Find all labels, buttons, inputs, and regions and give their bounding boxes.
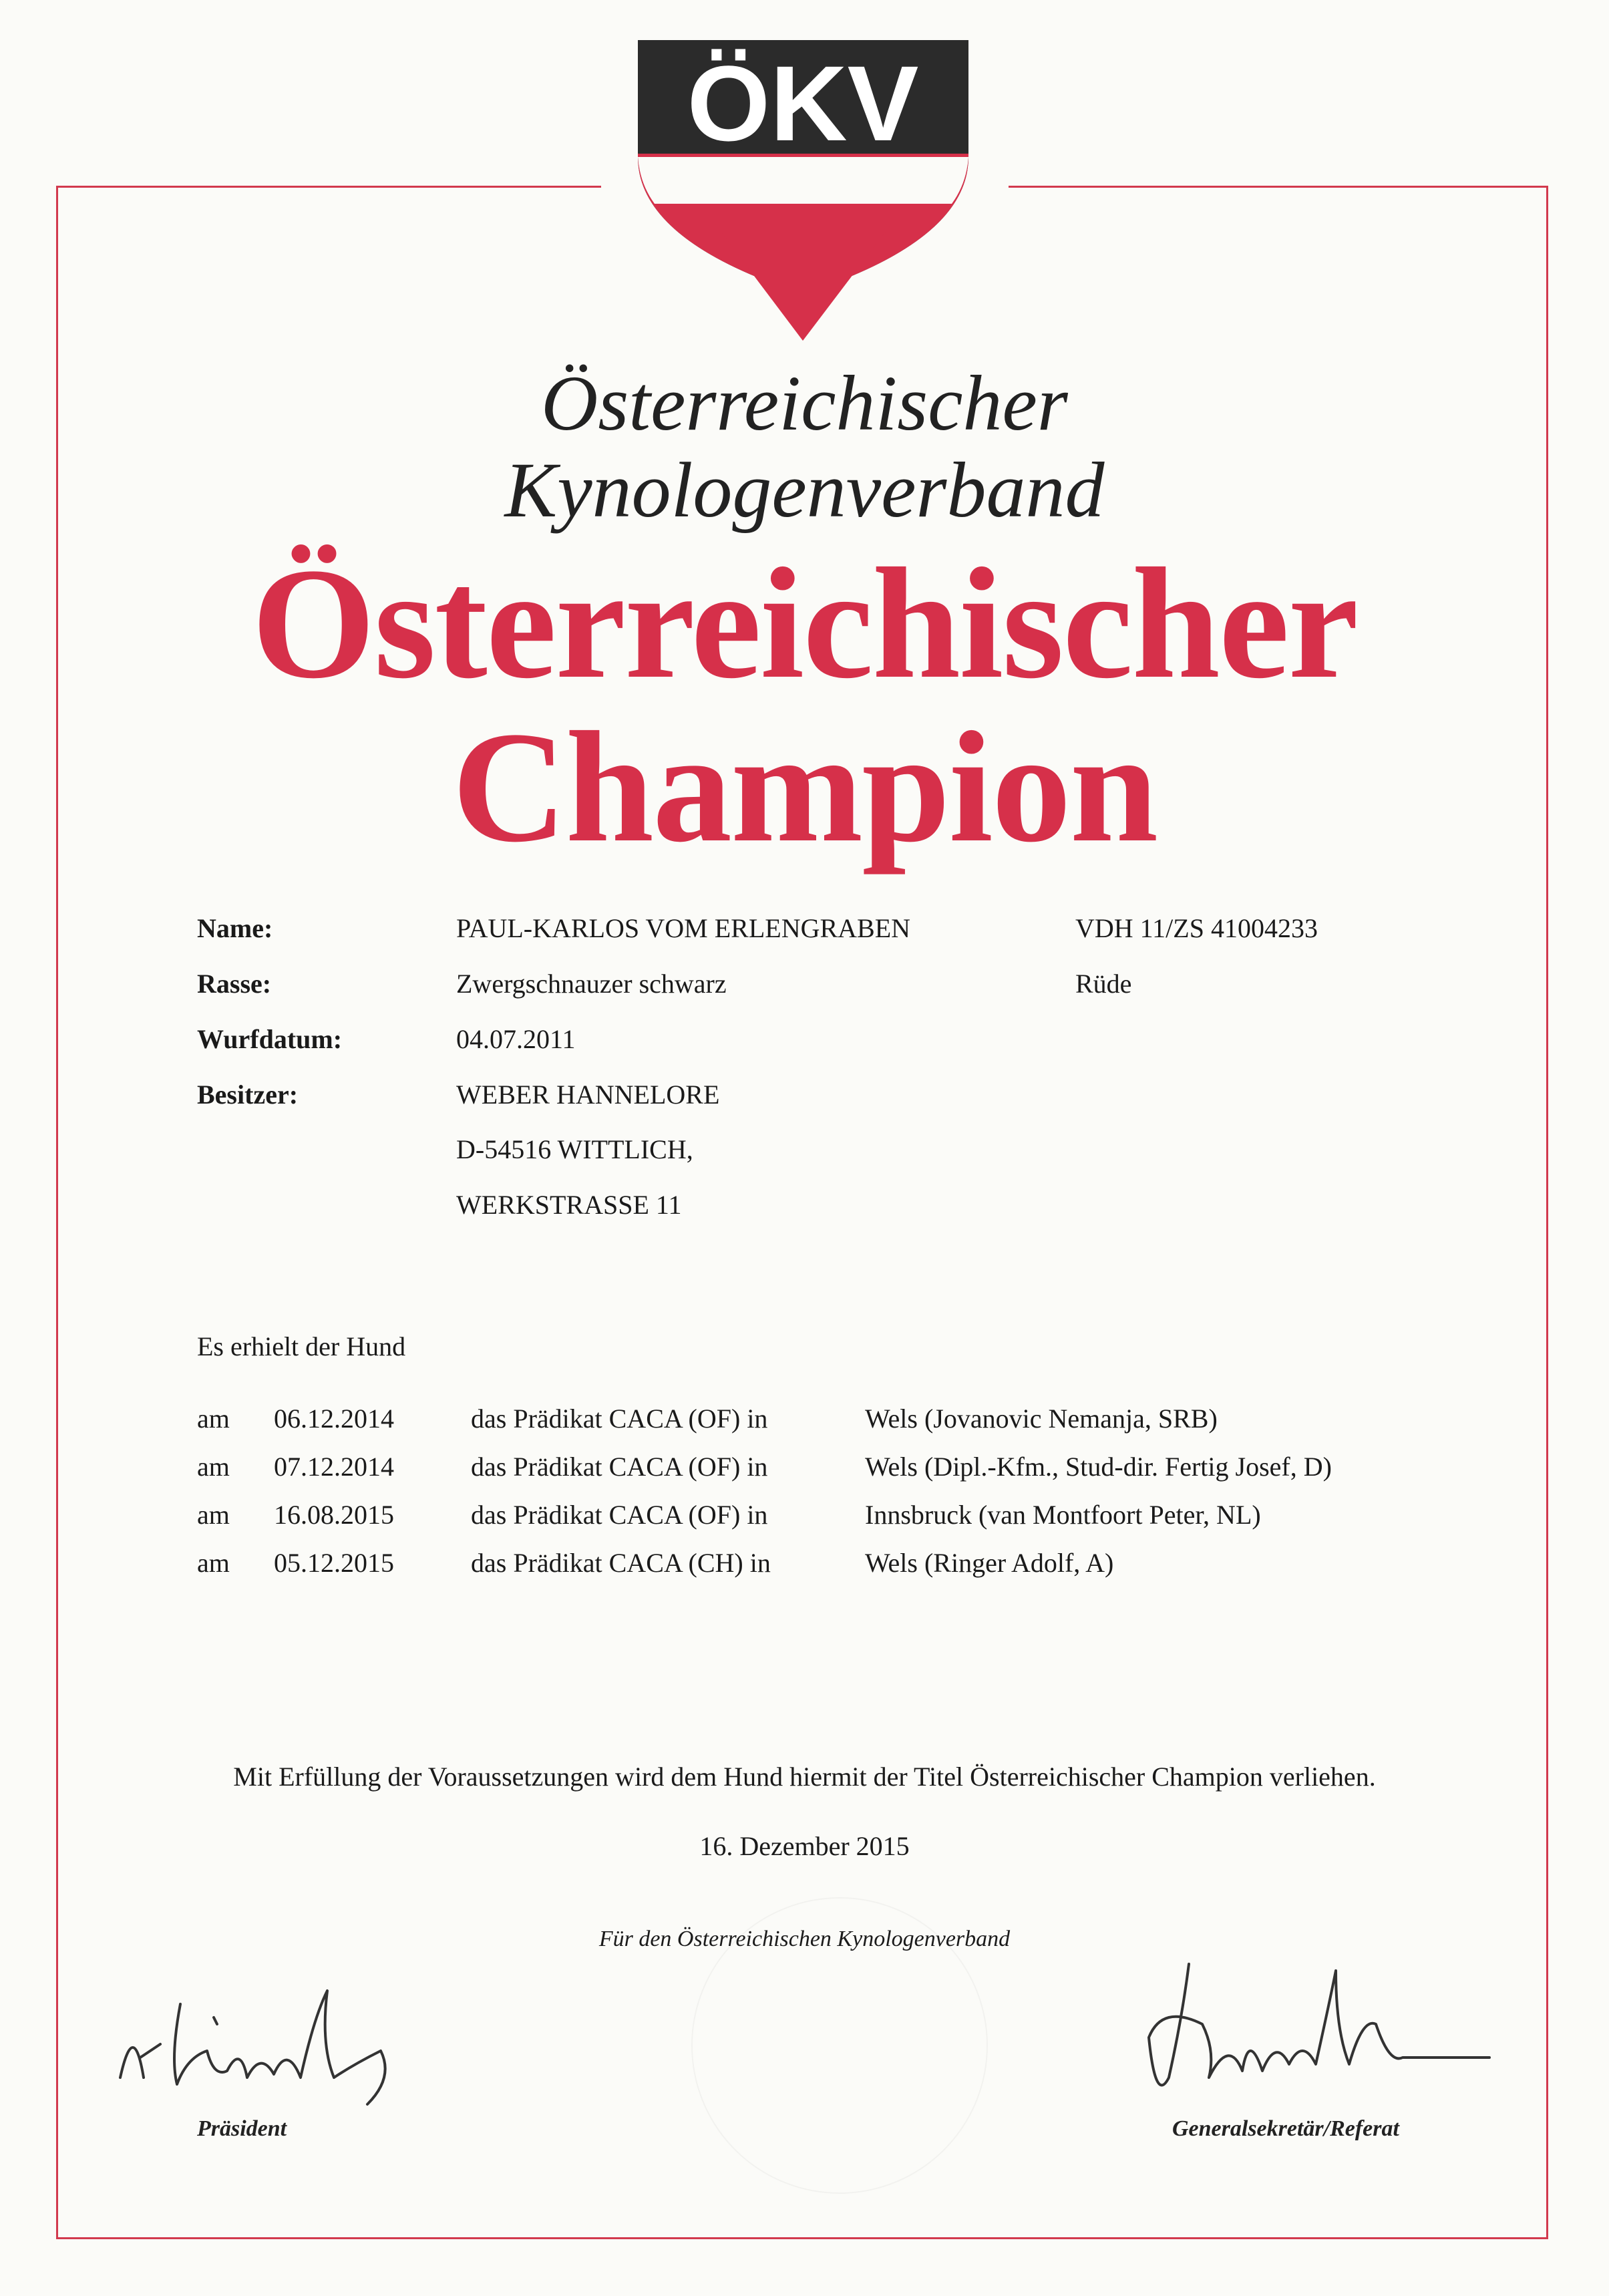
birth-date: 04.07.2011: [456, 1024, 576, 1054]
president-label: Präsident: [197, 2116, 287, 2141]
org-name-line2: Kynologenverband: [504, 446, 1105, 534]
award-date: 16.08.2015: [274, 1500, 394, 1530]
award-predicate: das Prädikat CACA (OF) in: [471, 1500, 768, 1530]
secretary-label: Generalsekretär/Referat: [1172, 2116, 1399, 2141]
on-behalf-line: Für den Österreichischen Kynologenverband: [598, 1927, 1011, 1951]
owner-city: D-54516 WITTLICH,: [456, 1134, 693, 1164]
president-signature: [114, 1977, 474, 2111]
secretary-signature: [1109, 1957, 1496, 2111]
org-name-line1: Österreichischer: [541, 359, 1068, 447]
title-line2: Champion: [452, 699, 1157, 875]
award-location: Innsbruck (van Montfoort Peter, NL): [865, 1500, 1261, 1530]
award-date: 05.12.2015: [274, 1548, 394, 1578]
award-am: am: [197, 1500, 230, 1530]
owner-name: WEBER HANNELORE: [456, 1080, 720, 1110]
award-predicate: das Prädikat CACA (OF) in: [471, 1452, 768, 1482]
award-date: 06.12.2014: [274, 1404, 394, 1434]
name-label: Name:: [197, 913, 273, 943]
owner-street: WERKSTRASSE 11: [456, 1190, 682, 1220]
award-predicate: das Prädikat CACA (CH) in: [471, 1548, 771, 1578]
award-location: Wels (Dipl.-Kfm., Stud-dir. Fertig Josef, D): [865, 1452, 1332, 1482]
award-location: Wels (Jovanovic Nemanja, SRB): [865, 1404, 1218, 1434]
dog-name: PAUL-KARLOS VOM ERLENGRABEN: [456, 913, 911, 943]
owner-label: Besitzer:: [197, 1080, 299, 1110]
conferral-statement: Mit Erfüllung der Voraussetzungen wird dem Hund hiermit der Titel Österreichischer Champion verliehen.: [233, 1762, 1376, 1792]
logo-text: ÖKV: [687, 43, 919, 163]
breed-value: Zwergschnauzer schwarz: [456, 969, 727, 999]
award-am: am: [197, 1404, 230, 1434]
award-am: am: [197, 1452, 230, 1482]
registration-number: VDH 11/ZS 41004233: [1075, 913, 1318, 943]
award-predicate: das Prädikat CACA (OF) in: [471, 1404, 768, 1434]
breed-label: Rasse:: [197, 969, 272, 999]
birth-label: Wurfdatum:: [197, 1024, 343, 1054]
sex-value: Rüde: [1075, 969, 1132, 999]
award-location: Wels (Ringer Adolf, A): [865, 1548, 1114, 1578]
award-date: 07.12.2014: [274, 1452, 394, 1482]
okv-logo: [638, 40, 968, 341]
issue-date: 16. Dezember 2015: [699, 1831, 910, 1861]
title-line1: Österreichischer: [251, 536, 1358, 711]
award-am: am: [197, 1548, 230, 1578]
awards-intro: Es erhielt der Hund: [197, 1331, 406, 1361]
